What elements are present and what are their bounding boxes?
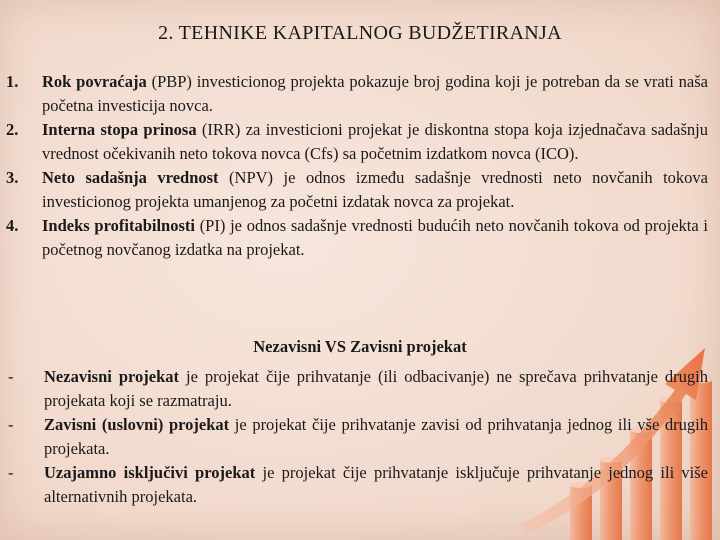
- term: Indeks profitabilnosti: [42, 216, 195, 235]
- definition: je projekat čije prihvatanje isključuje prihvatanje jednog ili više alternativnih projekata.: [44, 463, 708, 506]
- list-marker: 1.: [6, 72, 19, 91]
- term: Zavisni (uslovni) projekat: [44, 415, 230, 434]
- term: Nezavisni projekat: [44, 367, 180, 386]
- definition: (PBP) investicionog projekta pokazuje broj godina koji je potreban da se vrati naša početna investicija novca.: [42, 72, 709, 115]
- project-types-list: [6, 365, 708, 509]
- list-text: [44, 413, 708, 461]
- list-text: [44, 461, 708, 509]
- slide-title: 2. TEHNIKE KAPITALNOG BUDŽETIRANJA: [158, 22, 562, 44]
- list-marker: -: [8, 463, 14, 482]
- term: Interna stopa prinosa: [42, 120, 197, 139]
- list-marker: -: [8, 367, 14, 386]
- list-marker: 2.: [6, 120, 19, 139]
- definition: je projekat čije prihvatanje zavisi od prihvatanja jednog ili vše drugih projekata.: [44, 415, 708, 458]
- list-item: [6, 118, 708, 166]
- section-subtitle: Nezavisni VS Zavisni projekat: [253, 337, 467, 356]
- definition: (NPV) je odnos između sadašnje vrednosti neto novčanih tokova investicionog projekta umanjenog za početni izdatak novca za projekat.: [42, 168, 709, 211]
- list-marker: -: [8, 415, 14, 434]
- list-text: [44, 365, 708, 413]
- techniques-list: [6, 70, 708, 262]
- list-item: [6, 413, 708, 461]
- definition: je projekat čije prihvatanje (ili odbacivanje) ne sprečava prihvatanje drugih projekata koji se razmatraju.: [44, 367, 708, 410]
- list-item: [6, 166, 708, 214]
- term: Neto sadašnja vrednost: [42, 168, 219, 187]
- list-text: [42, 118, 708, 166]
- definition: (PI) je odnos sadašnje vrednosti budućih neto novčanih tokova od projekta i početnog novčanog izdatka na projekat.: [42, 216, 708, 259]
- definition: (IRR) za investicioni projekat je diskontna stopa koja izjednačava sadašnju vrednost očekivanih neto tokova novca (Cfs) sa početnim izdatkom novca (ICO).: [42, 120, 708, 163]
- list-text: [42, 70, 708, 118]
- list-text: [42, 166, 708, 214]
- list-marker: 4.: [6, 216, 19, 235]
- list-item: [6, 365, 708, 413]
- list-item: [6, 70, 708, 118]
- list-item: [6, 214, 708, 262]
- list-text: [42, 214, 708, 262]
- term: Uzajamno isključivi projekat: [44, 463, 256, 482]
- list-item: [6, 461, 708, 509]
- term: Rok povraćaja: [42, 72, 147, 91]
- list-marker: 3.: [6, 168, 19, 187]
